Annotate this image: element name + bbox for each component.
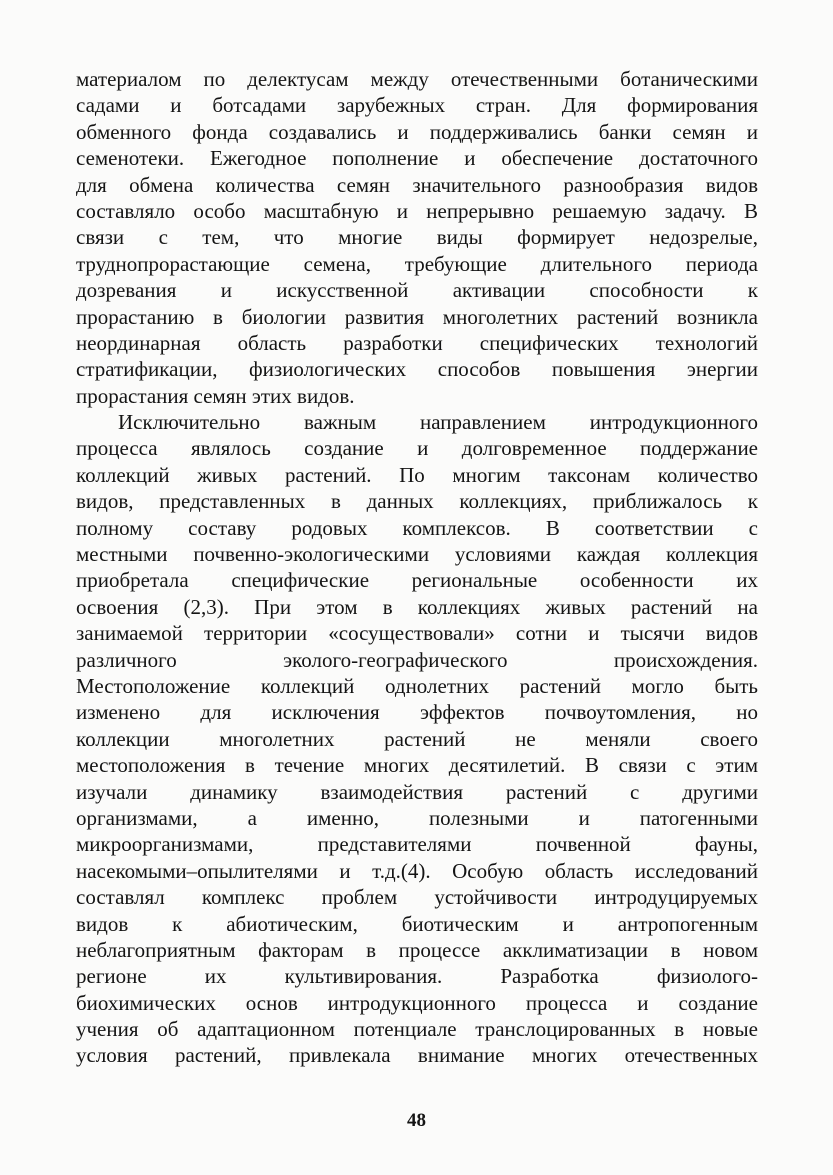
text-line: прорастания семян этих видов. <box>76 383 355 408</box>
text-line: для обмена количества семян значительного разнообразия видов <box>76 172 758 197</box>
text-line: коллекций живых растений. По многим таксонам количество <box>76 462 758 487</box>
text-line: составлял комплекс проблем устойчивости интродуцируемых <box>76 885 758 910</box>
text-line: садами и ботсадами зарубежных стран. Для формирования <box>76 93 758 118</box>
text-line: процесса являлось создание и долговременное поддержание <box>76 436 758 461</box>
text-line: семенотеки. Ежегодное пополнение и обеспечение достаточного <box>76 146 758 171</box>
text-line: видов к абиотическим, биотическим и антропогенным <box>76 911 758 936</box>
text-line: неординарная область разработки специфических технологий <box>76 330 758 355</box>
page-number: 48 <box>407 1110 426 1131</box>
text-line: материалом по делектусам между отечественными ботаническими <box>76 67 758 91</box>
text-line: различного эколого-географического происхождения. <box>76 647 758 672</box>
text-line: местоположения в течение многих десятилетий. В связи с этим <box>76 753 758 778</box>
text-line: насекомыми–опылителями и т.д.(4). Особую область исследований <box>76 858 758 883</box>
body-text <box>76 66 758 1069</box>
text-line: условия растений, привлекала внимание многих отечественных <box>76 1043 758 1068</box>
text-line: изменено для исключения эффектов почвоутомления, но <box>76 700 758 725</box>
text-line: составляло особо масштабную и непрерывно решаемую задачу. В <box>76 198 758 223</box>
text-line: коллекции многолетних растений не меняли своего <box>76 726 758 751</box>
text-line: обменного фонда создавались и поддерживались банки семян и <box>76 119 758 144</box>
text-line: полному составу родовых комплексов. В соответствии с <box>76 515 758 540</box>
text-line: регионе их культивирования. Разработка физиолого- <box>76 964 758 989</box>
text-line: Местоположение коллекций однолетних растений могло быть <box>76 673 758 698</box>
text-line: освоения (2,3). При этом в коллекциях живых растений на <box>76 594 758 619</box>
text-line: видов, представленных в данных коллекциях, приближалось к <box>76 489 758 514</box>
text-line: Исключительно важным направлением интродукционного <box>118 410 758 435</box>
text-line: неблагоприятным факторам в процессе акклиматизации в новом <box>76 937 758 962</box>
text-line: местными почвенно-экологическими условиями каждая коллекция <box>76 542 758 567</box>
text-line: стратификации, физиологических способов повышения энергии <box>76 357 758 382</box>
text-line: микроорганизмами, представителями почвенной фауны, <box>76 832 758 857</box>
text-line: биохимических основ интродукционного процесса и создание <box>76 990 758 1015</box>
text-line: занимаемой территории «сосуществовали» сотни и тысячи видов <box>76 621 758 646</box>
text-line: приобретала специфические региональные особенности их <box>76 568 758 593</box>
text-line: дозревания и искусственной активации способности к <box>76 278 758 303</box>
text-line: изучали динамику взаимодействия растений с другими <box>76 779 758 804</box>
text-line: учения об адаптационном потенциале транслоцированных в новые <box>76 1017 758 1042</box>
text-line: прорастанию в биологии развития многолетних растений возникла <box>76 304 758 329</box>
text-line: труднопрорастающие семена, требующие длительного периода <box>76 251 758 276</box>
text-line: связи с тем, что многие виды формирует недозрелые, <box>76 225 758 250</box>
text-line: организмами, а именно, полезными и патогенными <box>76 805 758 830</box>
